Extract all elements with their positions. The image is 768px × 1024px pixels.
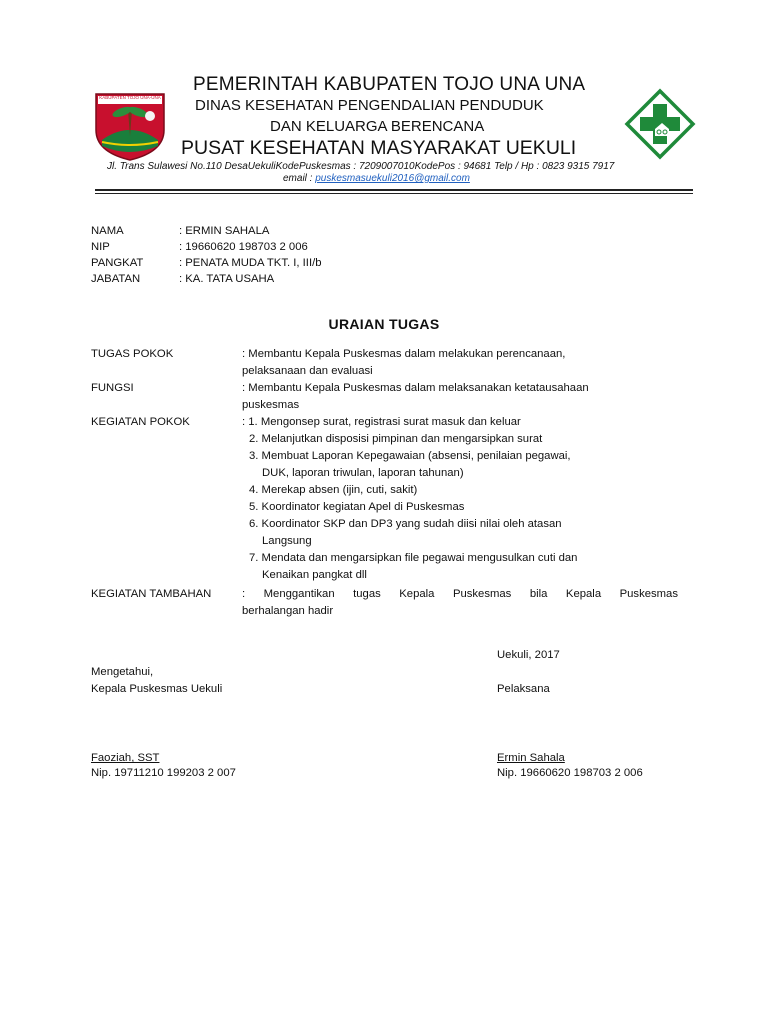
kegiatan-tambahan-label: KEGIATAN TAMBAHAN <box>91 588 212 600</box>
tugas-pokok-text-2: pelaksanaan dan evaluasi <box>242 365 373 377</box>
kegiatan-item: 4. Merekap absen (ijin, cuti, sakit) <box>249 484 418 496</box>
identity-value-nama: : ERMIN SAHALA <box>179 225 270 237</box>
health-logo <box>624 88 696 160</box>
kegiatan-item: : 1. Mengonsep surat, registrasi surat masuk dan keluar <box>242 416 521 428</box>
header-rule <box>95 189 693 191</box>
kegiatan-tambahan-text-2: berhalangan hadir <box>242 605 334 617</box>
identity-label-pangkat: PANGKAT <box>91 257 144 269</box>
fungsi-text: : Membantu Kepala Puskesmas dalam melaksanakan ketatausahaan <box>242 382 589 394</box>
right-sign-name: Ermin Sahala <box>497 752 565 764</box>
kegiatan-item: 7. Mendata dan mengarsipkan file pegawai mengusulkan cuti dan <box>249 552 578 564</box>
tugas-pokok-text: : Membantu Kepala Puskesmas dalam melakukan perencanaan, <box>242 348 566 360</box>
kegiatan-item: 3. Membuat Laporan Kepegawaian (absensi, penilaian pegawai, <box>249 450 571 462</box>
header-email-line <box>283 173 470 184</box>
acknowledged-label: Mengetahui, <box>91 666 154 678</box>
header-department-2: DAN KELUARGA BERENCANA <box>270 118 485 135</box>
kegiatan-item: 2. Melanjutkan disposisi pimpinan dan mengarsipkan surat <box>249 433 543 445</box>
identity-value-jabatan: : KA. TATA USAHA <box>179 273 275 285</box>
right-sign-position: Pelaksana <box>497 683 550 695</box>
logo-caption: KABUPATEN TOJO UNA-UNA <box>99 95 161 100</box>
tugas-pokok-label: TUGAS POKOK <box>91 348 174 360</box>
email-label: email : <box>283 173 316 184</box>
header-address: Jl. Trans Sulawesi No.110 DesaUekuliKodePuskesmas : 7209007010KodePos : 94681 Telp / Hp : 0823 9315 7917 <box>107 161 615 172</box>
identity-value-pangkat: : PENATA MUDA TKT. I, III/b <box>179 257 322 269</box>
fungsi-label: FUNGSI <box>91 382 134 394</box>
kegiatan-item: Kenaikan pangkat dll <box>262 569 367 581</box>
identity-label-nip: NIP <box>91 241 110 253</box>
kegiatan-item: Langsung <box>262 535 312 547</box>
place-date: Uekuli, 2017 <box>497 649 560 661</box>
left-sign-name: Faoziah, SST <box>91 752 160 764</box>
kegiatan-item: 6. Koordinator SKP dan DP3 yang sudah diisi nilai oleh atasan <box>249 518 562 530</box>
kegiatan-item: 5. Koordinator kegiatan Apel di Puskesmas <box>249 501 465 513</box>
kabupaten-logo <box>92 90 168 162</box>
document-title: URAIAN TUGAS <box>328 316 440 332</box>
identity-label-nama: NAMA <box>91 225 124 237</box>
kegiatan-tambahan-text: : Menggantikan tugas Kepala Puskesmas bila Kepala Puskesmas <box>242 588 678 600</box>
left-sign-nip: Nip. 19711210 199203 2 007 <box>91 767 236 779</box>
kegiatan-pokok-label: KEGIATAN POKOK <box>91 416 190 428</box>
header-puskesmas: PUSAT KESEHATAN MASYARAKAT UEKULI <box>181 137 577 159</box>
right-sign-nip: Nip. 19660620 198703 2 006 <box>497 767 643 779</box>
header-government: PEMERINTAH KABUPATEN TOJO UNA UNA <box>193 74 586 95</box>
left-sign-position: Kepala Puskesmas Uekuli <box>91 683 223 695</box>
fungsi-text-2: puskesmas <box>242 399 300 411</box>
identity-label-jabatan: JABATAN <box>91 273 141 285</box>
kegiatan-item: DUK, laporan triwulan, laporan tahunan) <box>262 467 464 479</box>
header-department: DINAS KESEHATAN PENGENDALIAN PENDUDUK <box>195 97 544 114</box>
identity-value-nip: : 19660620 198703 2 006 <box>179 241 308 253</box>
header-rule-thin <box>95 193 693 194</box>
email-link[interactable]: puskesmasuekuli2016@gmail.com <box>315 173 470 184</box>
